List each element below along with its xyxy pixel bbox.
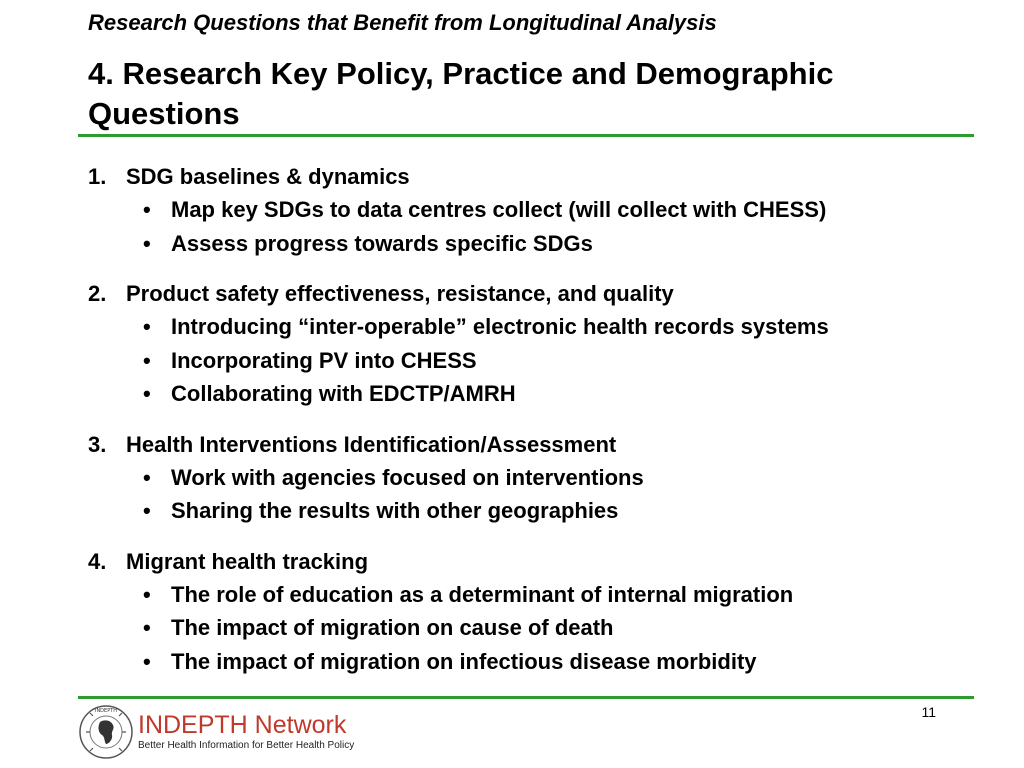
- list-item: [88, 645, 968, 679]
- list-item: [88, 377, 968, 411]
- bullet-list: [88, 193, 968, 260]
- section-heading-text: Health Interventions Identification/Assessment: [126, 431, 617, 457]
- title-divider: [78, 134, 974, 137]
- list-item: [88, 344, 968, 378]
- slide-content: [88, 160, 968, 695]
- bullet-marker: •: [143, 347, 151, 373]
- bullet-text: Map key SDGs to data centres collect (will collect with CHESS): [171, 197, 827, 222]
- list-item: [88, 310, 968, 344]
- section-heading: [88, 160, 968, 193]
- slide-title: 4. Research Key Policy, Practice and Demographic Questions: [88, 56, 834, 131]
- bullet-marker: •: [143, 230, 151, 256]
- bullet-text: Collaborating with EDCTP/AMRH: [171, 381, 516, 406]
- list-item: [88, 193, 968, 227]
- section-number: 3.: [88, 431, 107, 457]
- bullet-marker: •: [143, 381, 151, 406]
- slide-supertitle: Research Questions that Benefit from Longitudinal Analysis: [88, 10, 717, 35]
- bullet-text: The impact of migration on cause of death: [171, 615, 614, 640]
- bullet-text: The impact of migration on infectious disease morbidity: [171, 648, 757, 674]
- section-heading: [88, 428, 968, 461]
- bullet-list: [88, 310, 968, 411]
- bullet-marker: •: [143, 615, 151, 640]
- list-item: [88, 461, 968, 495]
- bullet-text: Work with agencies focused on interventions: [171, 464, 644, 490]
- page-number: 11: [921, 704, 936, 720]
- bullet-text: Sharing the results with other geographies: [171, 498, 619, 523]
- bullet-text: The role of education as a determinant of internal migration: [171, 581, 794, 607]
- section-4: [88, 545, 968, 679]
- globe-seal-icon: [78, 704, 134, 760]
- list-item: [88, 227, 968, 261]
- brand-tagline: Better Health Information for Better Health Policy: [138, 740, 355, 751]
- section-heading: [88, 545, 968, 578]
- section-heading-text: SDG baselines & dynamics: [126, 164, 410, 189]
- bullet-text: Introducing “inter-operable” electronic health records systems: [171, 314, 829, 339]
- section-heading: [88, 277, 968, 310]
- bullet-marker: •: [143, 581, 151, 607]
- section-heading-text: Product safety effectiveness, resistance, and quality: [126, 281, 674, 306]
- section-2: [88, 277, 968, 411]
- list-item: [88, 611, 968, 645]
- section-1: [88, 160, 968, 260]
- indepth-logo: [78, 704, 354, 760]
- bullet-text: Assess progress towards specific SDGs: [171, 230, 593, 256]
- bullet-list: [88, 461, 968, 528]
- bullet-marker: •: [143, 197, 151, 222]
- svg-text:INDEPTH: INDEPTH: [94, 708, 118, 714]
- section-number: 1.: [88, 164, 107, 189]
- bullet-marker: •: [143, 498, 151, 523]
- section-number: 2.: [88, 281, 107, 306]
- bullet-list: [88, 578, 968, 679]
- brand-name: INDEPTH Network: [138, 711, 347, 739]
- list-item: [88, 578, 968, 612]
- section-3: [88, 428, 968, 528]
- bullet-marker: •: [143, 464, 151, 490]
- section-heading-text: Migrant health tracking: [126, 548, 369, 574]
- bullet-marker: •: [143, 314, 151, 339]
- bullet-marker: •: [143, 648, 151, 674]
- list-item: [88, 494, 968, 528]
- section-number: 4.: [88, 548, 107, 574]
- footer-divider: [78, 696, 974, 699]
- brand-block: [138, 711, 354, 753]
- bullet-text: Incorporating PV into CHESS: [171, 347, 477, 373]
